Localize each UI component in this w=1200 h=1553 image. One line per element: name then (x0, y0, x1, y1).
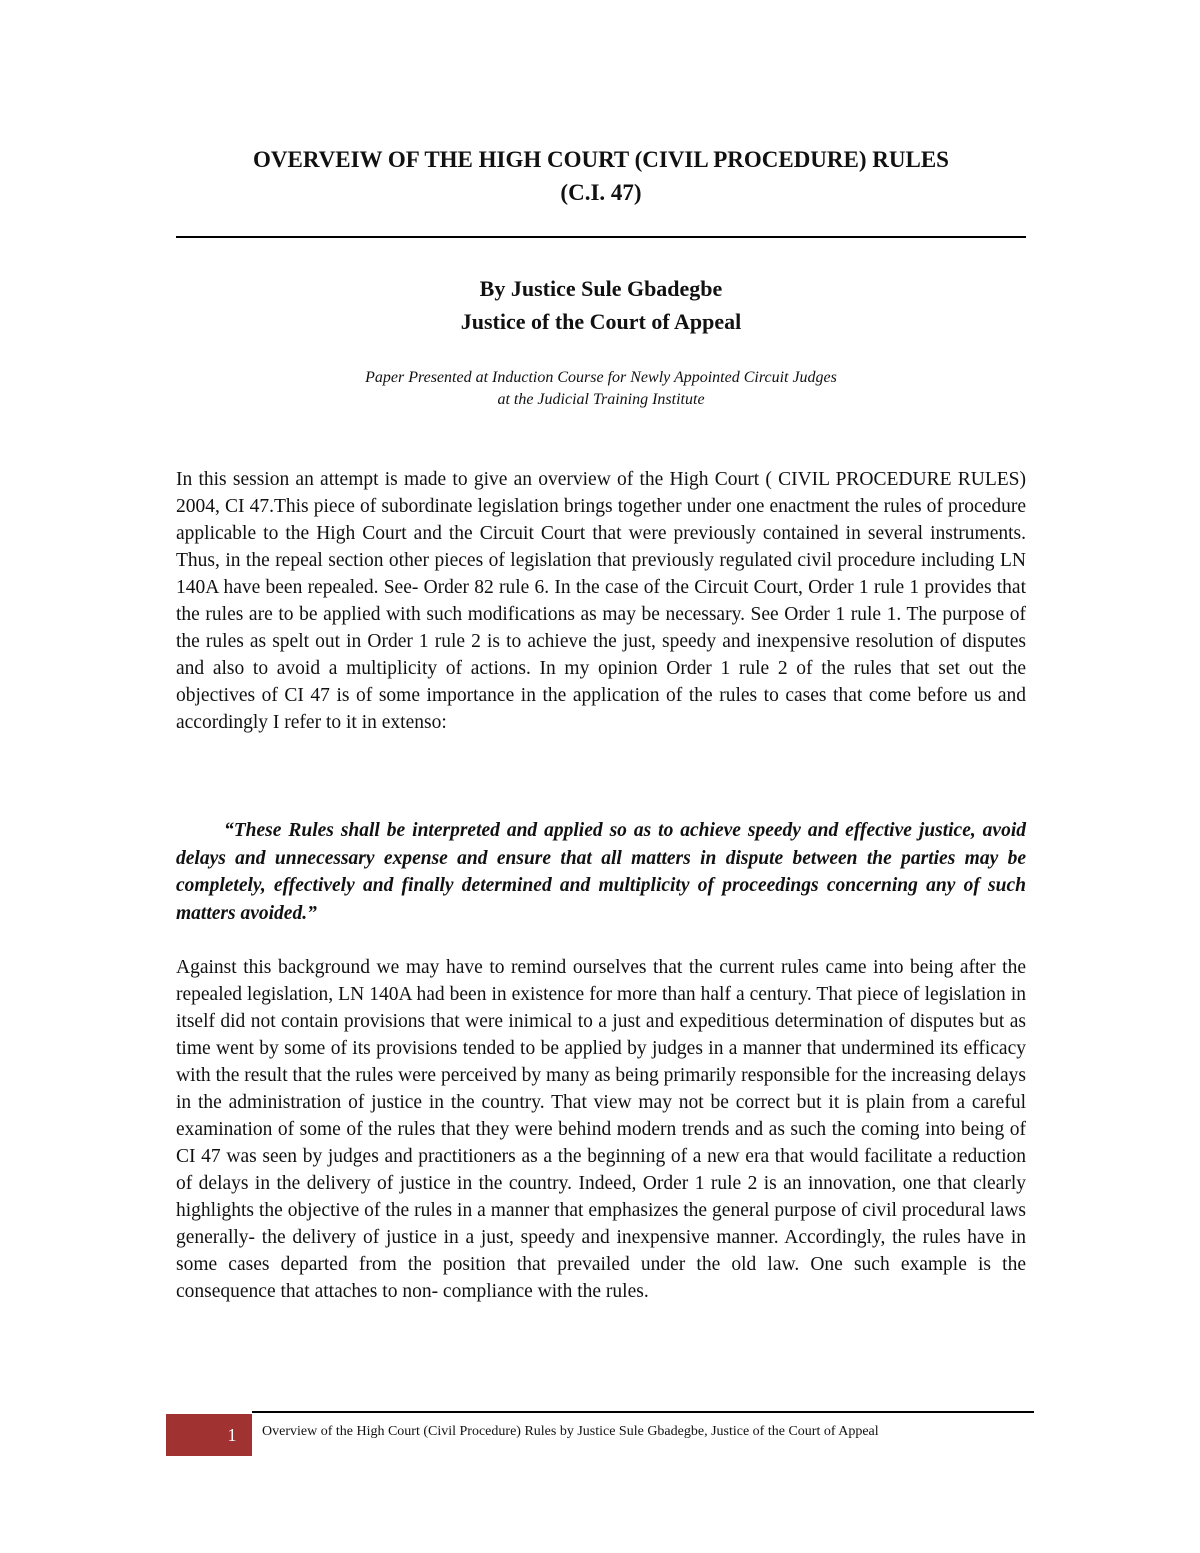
paper-subtitle (176, 367, 1026, 411)
document-title (176, 143, 1026, 209)
author-name: By Justice Sule Gbadegbe (479, 276, 723, 301)
author-position: Justice of the Court of Appeal (460, 309, 742, 334)
page-number-badge: 1 (166, 1414, 252, 1456)
title-line-2: (C.I. 47) (560, 180, 642, 205)
subtitle-line-1: Paper Presented at Induction Course for Newly Appointed Circuit Judges (365, 369, 837, 386)
body-paragraph-1: In this session an attempt is made to give an overview of the High Court ( CIVIL PROCEDURE RULES) 2004, CI 47.This piece of subordinate legislation brings together under one enactment the rules of procedure applicable to the High Court and the Circuit Court that were previously contained in several instruments. Thus, in the repeal section other pieces of legislation that previously regulated civil procedure including LN 140A have been repealed. See- Order 82 rule 6. In the case of the Circuit Court, Order 1 rule 1 provides that the rules are to be applied with such modifications as may be necessary. See Order 1 rule 1. The purpose of the rules as spelt out in Order 1 rule 2 is to achieve the just, speedy and inexpensive resolution of disputes and also to avoid a multiplicity of actions. In my opinion Order 1 rule 2 of the rules that set out the objectives of CI 47 is of some importance in the application of the rules to cases that come before us and accordingly I refer to it in extenso: (176, 469, 1026, 733)
author-block (176, 272, 1026, 338)
footer-text: Overview of the High Court (Civil Procedure) Rules by Justice Sule Gbadegbe, Justice of the Court of Appeal (262, 1424, 879, 1439)
body-paragraph-2: Against this background we may have to remind ourselves that the current rules came into being after the repealed legislation, LN 140A had been in existence for more than half a century. That piece of legislation in itself did not contain provisions that were inimical to a just and expeditious determination of disputes but as time went by some of its provisions tended to be applied by judges in a manner that undermined its efficacy with the result that the rules were perceived by many as being primarily responsible for the increasing delays in the administration of justice in the country. That view may not be correct but it is plain from a careful examination of some of the rules that they were behind modern trends and as such the coming into being of CI 47 was seen by judges and practitioners as a the beginning of a new era that would facilitate a reduction of delays in the delivery of justice in the country. Indeed, Order 1 rule 2 is an innovation, one that clearly highlights the objective of the rules in a manner that emphasizes the general purpose of civil procedural laws generally- the delivery of justice in a just, speedy and inexpensive manner. Accordingly, the rules have in some cases departed from the position that prevailed under the old law. One such example is the consequence that attaches to non- compliance with the rules. (176, 957, 1026, 1302)
subtitle-line-2: at the Judicial Training Institute (497, 391, 705, 408)
block-quote: “These Rules shall be interpreted and applied so as to achieve speedy and effective justice, avoid delays and unnecessary expense and ensure that all matters in dispute between the parties may be completely, effectively and finally determined and multiplicity of proceedings concerning any of such matters avoided.” (176, 820, 1026, 924)
footer-divider (252, 1411, 1034, 1413)
title-line-1: OVERVEIW OF THE HIGH COURT (CIVIL PROCEDURE) RULES (253, 147, 949, 172)
title-divider (176, 236, 1026, 238)
